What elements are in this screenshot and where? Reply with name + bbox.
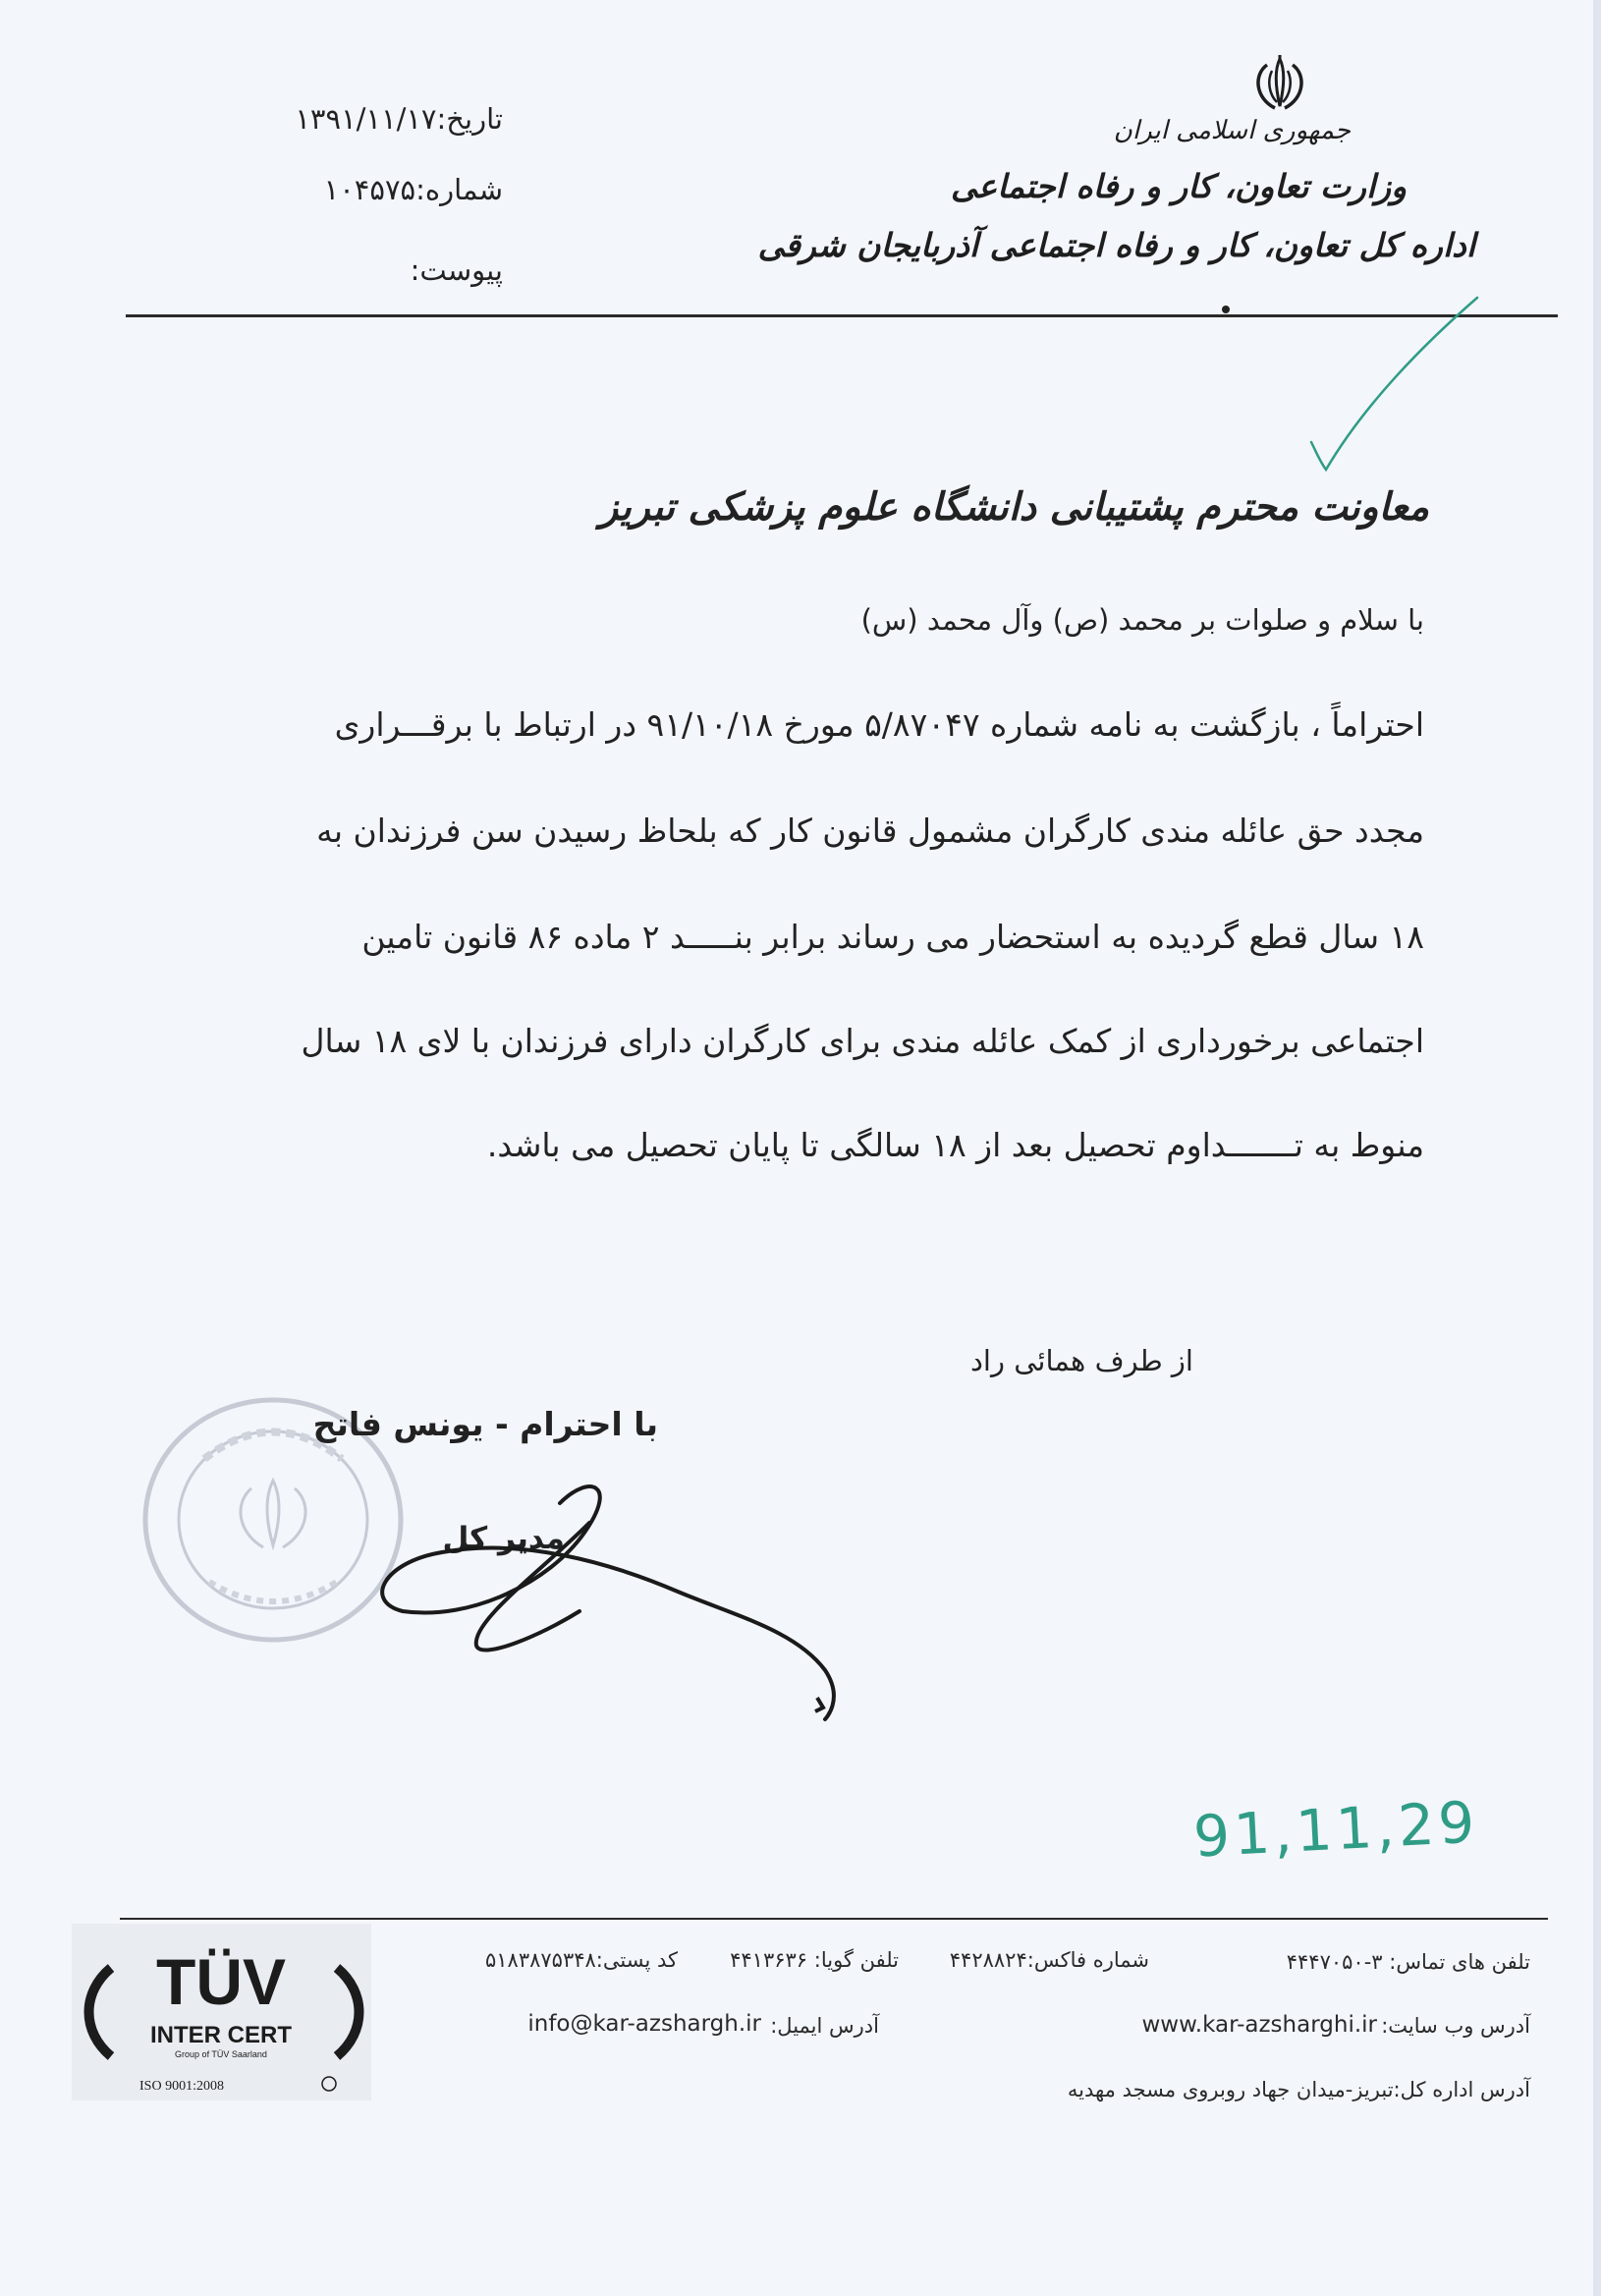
greeting: با سلام و صلوات بر محمد (ص) وآل محمد (س): [860, 603, 1424, 637]
recipient-title: معاونت محترم پشتیبانی دانشگاه علوم پزشکی تبریز: [599, 485, 1429, 530]
svg-text:ISO 9001:2008: ISO 9001:2008: [139, 2079, 224, 2094]
footer-website-label: آدرس وب سایت:: [1381, 2014, 1530, 2038]
letter-attachment: پیوست:: [410, 253, 503, 287]
body-line: ۱۸ سال قطع گردیده به استحضار می رساند برابر بنـــــد ۲ ماده ۸۶ قانون تامین: [361, 918, 1424, 956]
footer-address: آدرس اداره کل:تبریز-میدان جهاد روبروی مسجد مهدیه: [1067, 2078, 1530, 2101]
body-line: احتراماً ، بازگشت به نامه شماره ۵/۸۷۰۴۷ مورخ ۹۱/۱۰/۱۸ در ارتباط با برقـــراری: [334, 705, 1424, 744]
footer-fax: شماره فاکس:۴۴۲۸۸۲۴: [949, 1948, 1149, 1972]
signer-role: مدیر کل: [442, 1521, 565, 1556]
footer-email-label: آدرس ایمیل:: [770, 2014, 879, 2038]
body-line: مجدد حق عائله مندی کارگران مشمول قانون کار که بلحاظ رسیدن سن فرزندان به: [316, 812, 1424, 850]
org-line-department: اداره کل تعاون، کار و رفاه اجتماعی آذربایجان شرقی: [757, 226, 1475, 264]
footer-phone: تلفن های تماس: ۳-۴۴۴۷۰۵۰: [1286, 1950, 1530, 1974]
iran-emblem-icon: [1245, 55, 1314, 114]
on-behalf-of: از طرف همائی راد: [970, 1344, 1193, 1377]
org-line-country: جمهوری اسلامی ایران: [1113, 116, 1351, 145]
tuv-intercert-logo: [72, 1924, 371, 2100]
svg-text:Group of TÜV Saarland: Group of TÜV Saarland: [175, 2049, 267, 2059]
paper-edge: [1593, 0, 1601, 2296]
footer-email: info@kar-azshargh.ir: [527, 2011, 761, 2037]
footer-website: www.kar-azsharghi.ir: [1141, 2012, 1377, 2038]
body-line: منوط به تـــــــداوم تحصیل بعد از ۱۸ سالگی تا پایان تحصیل می باشد.: [486, 1126, 1424, 1164]
svg-text:TÜV: TÜV: [156, 1945, 286, 2018]
ink-dot: [1222, 306, 1230, 313]
handwritten-date: 91,11,29: [1191, 1788, 1480, 1871]
letter-date: تاریخ:۱۳۹۱/۱۱/۱۷: [295, 102, 503, 136]
signer-name: با احترام - یونس فاتح: [312, 1405, 658, 1443]
signature: [363, 1454, 874, 1729]
check-mark-icon: [1306, 295, 1483, 476]
org-line-ministry: وزارت تعاون، کار و رفاه اجتماعی: [950, 167, 1407, 205]
footer-divider: [120, 1918, 1548, 1920]
footer-postal-code: کد پستی:۵۱۸۳۸۷۵۳۴۸: [485, 1948, 678, 1972]
letter-number: شماره:۱۰۴۵۷۵: [323, 173, 503, 206]
body-line: اجتماعی برخورداری از کمک عائله مندی برای کارگران دارای فرزندان با لای ۱۸ سال: [301, 1022, 1424, 1060]
svg-text:INTER CERT: INTER CERT: [150, 2022, 292, 2048]
footer-voice-phone: تلفن گویا: ۴۴۱۳۶۳۶: [730, 1948, 899, 1972]
